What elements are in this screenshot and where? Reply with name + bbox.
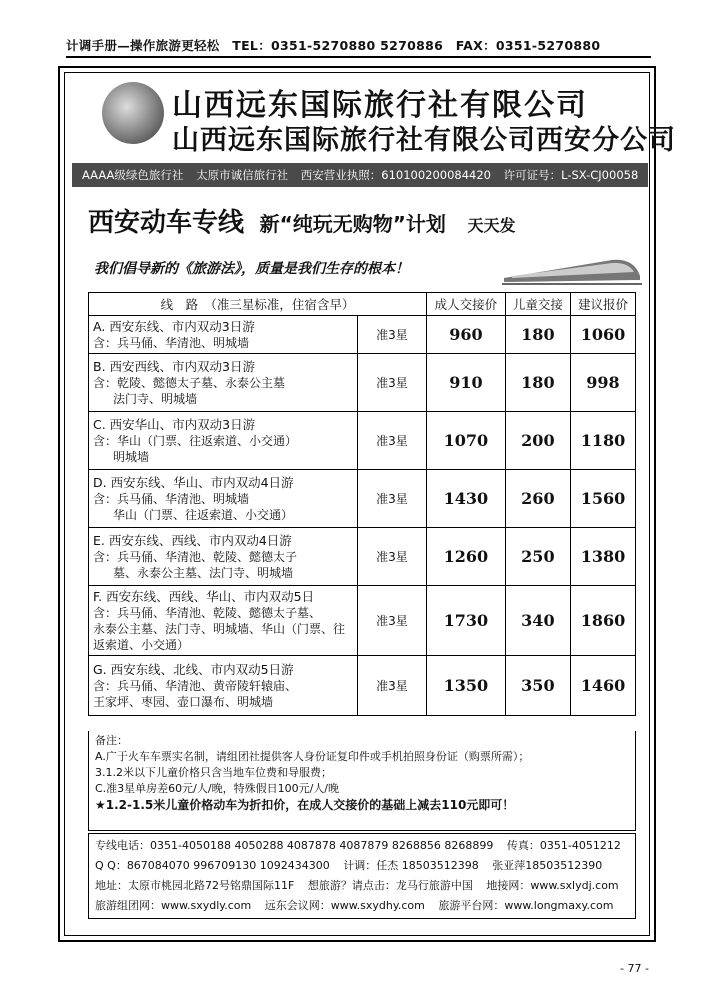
- hotel-standard: 准3星: [358, 586, 427, 656]
- contact-row: [95, 896, 629, 916]
- company-logo: [102, 82, 164, 144]
- banner-plan: 新“纯玩无购物”计划: [259, 212, 446, 236]
- child-price: 350: [505, 656, 570, 716]
- adult-price: 960: [427, 316, 506, 354]
- header-tel: TEL：0351-5270880 5270886: [232, 38, 444, 53]
- suggested-price: 1860: [570, 586, 635, 656]
- header-suggest: 建议报价: [570, 293, 635, 316]
- company-branch: 山西远东国际旅行社有限公司西安分公司: [172, 125, 676, 156]
- child-price: 200: [505, 412, 570, 470]
- suggested-price: 1060: [570, 316, 635, 354]
- contact-planner: 张亚萍18503512390: [492, 859, 603, 872]
- hotel-standard: 准3星: [358, 528, 427, 586]
- routes-table: [88, 292, 636, 716]
- hotel-standard: 准3星: [358, 316, 427, 354]
- suggested-price: 1180: [570, 412, 635, 470]
- slogan: 我们倡导新的《旅游法》，质量是我们生存的根本！: [94, 261, 409, 277]
- adult-price: 1070: [427, 412, 506, 470]
- note-highlight: ★1.2-1.5米儿童价格动车为折扣价，在成人交接价的基础上减去110元即可！: [95, 798, 515, 812]
- contact-row: [95, 876, 629, 896]
- note-item: C.准3星单房差60元/人/晚，特殊假日100元/人/晚: [95, 782, 339, 795]
- contact-phone: 专线电话：0351-4050188 4050288 4087878 4087879 8268856 8268899: [95, 839, 494, 852]
- route-desc: D. 西安东线、华山、市内双动4日游 含：兵马俑、华清池、明城墙 华山（门票、往返索道、小交通）: [89, 470, 358, 528]
- child-price: 340: [505, 586, 570, 656]
- adult-price: 1350: [427, 656, 506, 716]
- table-row: [89, 586, 636, 656]
- contact-fax: 传真：0351-4051212: [506, 839, 621, 852]
- suggested-price: 998: [570, 354, 635, 412]
- company-name: 山西远东国际旅行社有限公司: [172, 88, 588, 123]
- child-price: 250: [505, 528, 570, 586]
- contact-website: 旅游平台网：www.longmaxy.com: [438, 899, 614, 912]
- child-price: 180: [505, 354, 570, 412]
- child-price: 260: [505, 470, 570, 528]
- contact-website: 远东会议网：www.sxydhy.com: [264, 899, 425, 912]
- hotel-standard: 准3星: [358, 656, 427, 716]
- banner-title: 西安动车专线: [88, 208, 245, 238]
- table-row: [89, 528, 636, 586]
- license-item: 许可证号：L-SX-CJ00058: [503, 168, 639, 182]
- license-bar: [72, 163, 648, 187]
- table-row: [89, 470, 636, 528]
- contact-row: [95, 856, 629, 876]
- banner: [88, 202, 515, 239]
- adult-price: 1260: [427, 528, 506, 586]
- hotel-standard: 准3星: [358, 412, 427, 470]
- page-number: - 77 -: [620, 962, 649, 975]
- note-item: A.广于火车车票实名制，请组团社提供客人身份证复印件或手机拍照身份证（购票所需）；: [95, 750, 530, 763]
- contact-qq: Q Q：867084070 996709130 1092434300: [95, 859, 330, 872]
- contact-box: [88, 833, 636, 919]
- route-desc: C. 西安华山、市内双动3日游 含：华山（门票、往返索道、小交通） 明城墙: [89, 412, 358, 470]
- table-row: [89, 316, 636, 354]
- table-header-row: [89, 293, 636, 316]
- top-header: [66, 36, 651, 58]
- train-image: [502, 246, 642, 286]
- notes-box: [88, 731, 636, 831]
- route-desc: B. 西安西线、市内双动3日游 含：乾陵、懿德太子墓、永泰公主墓 法门寺、明城墙: [89, 354, 358, 412]
- contact-planner: 计调：任杰 18503512398: [343, 859, 479, 872]
- child-price: 180: [505, 316, 570, 354]
- table-row: [89, 412, 636, 470]
- table-row: [89, 656, 636, 716]
- table-row: [89, 354, 636, 412]
- license-item: 太原市诚信旅行社: [196, 168, 289, 182]
- adult-price: 1730: [427, 586, 506, 656]
- contact-website: 地接网：www.sxlydj.com: [486, 879, 619, 892]
- note-item: 3.1.2米以下儿童价格只含当地车位费和导服费；: [95, 766, 332, 779]
- contact-website: 旅游组团网：www.sxydly.com: [95, 899, 252, 912]
- route-desc: F. 西安东线、西线、华山、市内双动5日 含：兵马俑、华清池、乾陵、懿德太子墓、 永泰公主墓、法门寺、明城墙、华山（门票、往返索道、小交通）: [89, 586, 358, 656]
- adult-price: 1430: [427, 470, 506, 528]
- suggested-price: 1460: [570, 656, 635, 716]
- route-desc: G. 西安东线、北线、市内双动5日游 含：兵马俑、华清池、黄帝陵轩辕庙、 王家坪、枣园、壶口瀑布、明城墙: [89, 656, 358, 716]
- suggested-price: 1560: [570, 470, 635, 528]
- header-route: 线 路 （准三星标准，住宿含早）: [89, 293, 427, 316]
- license-item: AAAA级绿色旅行社: [82, 168, 184, 182]
- header-fax: FAX：0351-5270880: [455, 38, 601, 53]
- suggested-price: 1380: [570, 528, 635, 586]
- contact-address: 地址：太原市桃园北路72号铭鼎国际11F: [95, 879, 295, 892]
- license-item: 西安营业执照：610100200084420: [300, 168, 491, 182]
- header-child: 儿童交接: [505, 293, 570, 316]
- contact-promo: 想旅游？请点击：龙马行旅游中国: [307, 879, 473, 892]
- hotel-standard: 准3星: [358, 354, 427, 412]
- tagline: 计调手册—操作旅游更轻松: [66, 38, 220, 53]
- contact-row: [95, 836, 629, 856]
- banner-daily: 天天发: [467, 216, 516, 235]
- notes-title: 备注：: [95, 734, 128, 747]
- hotel-standard: 准3星: [358, 470, 427, 528]
- adult-price: 910: [427, 354, 506, 412]
- header-adult: 成人交接价: [427, 293, 506, 316]
- route-desc: E. 西安东线、西线、市内双动4日游 含：兵马俑、华清池、乾陵、懿德太子 墓、永泰公主墓、法门寺、明城墙: [89, 528, 358, 586]
- route-desc: A. 西安东线、市内双动3日游 含：兵马俑、华清池、明城墙: [89, 316, 358, 354]
